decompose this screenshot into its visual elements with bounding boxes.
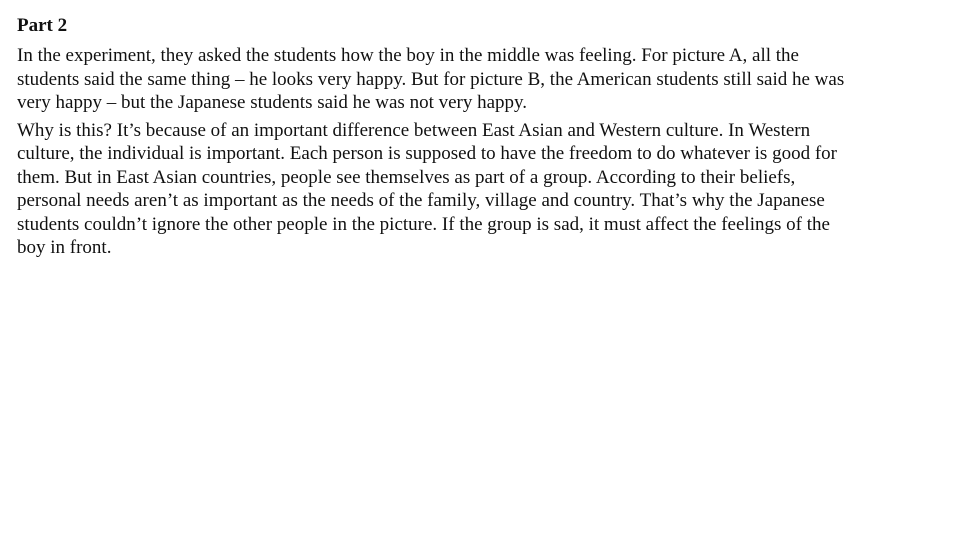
section-heading: Part 2 [17,15,68,36]
paragraph-experiment: In the experiment, they asked the students how the boy in the middle was feeling. For picture A, all the students said the same thing – he looks very happy. But for picture B, the American students still said he was very happy – but the Japanese students said he was not very happy. [17,45,845,113]
paragraph-explanation: Why is this? It’s because of an important difference between East Asian and Western culture. In Western culture, the individual is important. Each person is supposed to have the freedom to do whatever is good for them. But in East Asian countries, people see themselves as part of a group. According to their beliefs, personal needs aren’t as important as the needs of the family, village and country. That’s why the Japanese students couldn’t ignore the other people in the picture. If the group is sad, it must affect the feelings of the boy in front. [17,119,837,258]
document-page [17,14,937,264]
